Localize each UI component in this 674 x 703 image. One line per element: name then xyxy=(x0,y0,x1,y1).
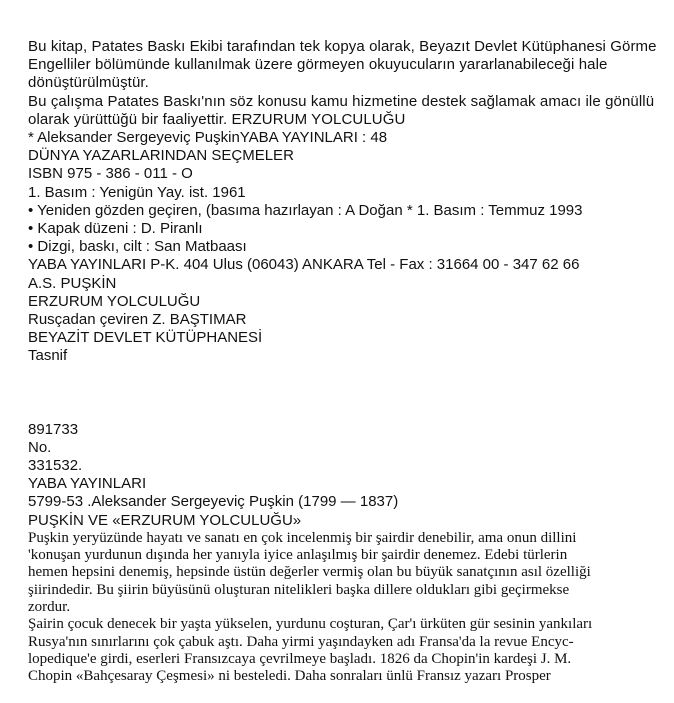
catalog-number: 891733 xyxy=(28,420,79,438)
essay-heading: PUŞKİN VE «ERZURUM YOLCULUĞU» xyxy=(28,511,302,529)
colophon-publisher-address: YABA YAYINLARI P-K. 404 Ulus (06043) ANKARA Tel - Fax : 31664 00 - 347 62 66 xyxy=(28,256,580,274)
book-title: ERZURUM YOLCULUĞU xyxy=(28,292,201,310)
essay-line: hemen hepsini denemiş, hepsinde üstün değerler vermiş olan bu büyük sanatçının asıl özelliği xyxy=(28,564,591,581)
book-author: A.S. PUŞKİN xyxy=(28,274,117,292)
essay-line: 'konuşan yurdunun dışında her yanıyla iyice anlaşılmış bir şairdir denemez. Edebi türlerin xyxy=(28,547,568,564)
essay-line: zordur. xyxy=(28,599,71,616)
catalog-publisher: YABA YAYINLARI xyxy=(28,475,147,493)
library-stamp-name: BEYAZİT DEVLET KÜTÜPHANESİ xyxy=(28,329,263,347)
colophon-editor-line: • Yeniden gözden geçiren, (basıma hazırlayan : A Doğan * 1. Basım : Temmuz 1993 xyxy=(28,201,583,219)
essay-line: Chopin «Bahçesaray Çeşmesi» ni besteledi. Daha sonraları ünlü Fransız yazarı Prosper xyxy=(28,668,551,685)
intro-line: Bu kitap, Patates Baskı Ekibi tarafından tek kopya olarak, Beyazıt Devlet Kütüphanesi Görme xyxy=(28,38,657,55)
blank-space xyxy=(28,366,640,421)
essay-line: Şairin çocuk denecek bir yaşta yükselen, yurdunu coşturan, Çar'ı ürküten gür sesinin yankıları xyxy=(28,616,593,633)
essay-line: Rusya'nın sınırlarını çok çabuk aştı. Daha yirmi yaşındayken adı Fransa'da la revue Encyc- xyxy=(28,633,574,650)
document-page xyxy=(28,38,657,686)
catalog-record: 331532. xyxy=(28,457,83,475)
colophon-isbn-line: ISBN 975 - 386 - 011 - O xyxy=(28,165,193,183)
colophon-cover-line: • Kapak düzeni : D. Piranlı xyxy=(28,220,203,238)
catalog-author-line: 5799-53 .Aleksander Sergeyeviç Puşkin (1799 — 1837) xyxy=(28,493,399,511)
colophon xyxy=(28,129,640,366)
colophon-series-line: DÜNYA YAZARLARINDAN SEÇMELER xyxy=(28,147,294,165)
essay-line: lopedique'e girdi, eserleri Fransızcaya çevrilmeye başladı. 1826 da Chopin'in kardeşi J. M. xyxy=(28,650,572,667)
essay-line: şiirindedir. Bu şiirin büyüsünü oluşturan nitelikleri başka dillere oldukları gibi geçirmekse xyxy=(28,581,570,598)
intro-line: Bu çalışma Patates Baskı'nın söz konusu kamu hizmetine destek sağlamak amacı ile gönüllü xyxy=(28,92,655,110)
intro-line: olarak yürüttüğü bir faaliyettir. ERZURUM YOLCULUĞU xyxy=(28,110,406,128)
catalog-block xyxy=(28,421,640,530)
essay-body xyxy=(28,530,640,686)
colophon-edition-line: 1. Basım : Yenigün Yay. ist. 1961 xyxy=(28,183,246,201)
colophon-author-line: * Aleksander Sergeyeviç PuşkinYABA YAYINLARI : 48 xyxy=(28,129,388,147)
intro-line: Engelliler bölümünde kullanılmak üzere görmeyen okuyucuların yararlanabileceği hale xyxy=(28,56,608,74)
library-stamp-tasnif: Tasnif xyxy=(28,347,68,365)
intro-paragraph-1 xyxy=(28,38,657,93)
book-translator: Rusçadan çeviren Z. BAŞTIMAR xyxy=(28,311,247,329)
intro-paragraph-2 xyxy=(28,92,655,129)
intro-line: dönüştürülmüştür. xyxy=(28,74,149,92)
colophon-print-line: • Dizgi, baskı, cilt : San Matbaası xyxy=(28,238,247,256)
catalog-no-label: No. xyxy=(28,438,52,456)
essay-line: Puşkin yeryüzünde hayatı ve sanatı en çok incelenmiş bir şairdir denebilir, ama onun dillini xyxy=(28,529,577,546)
